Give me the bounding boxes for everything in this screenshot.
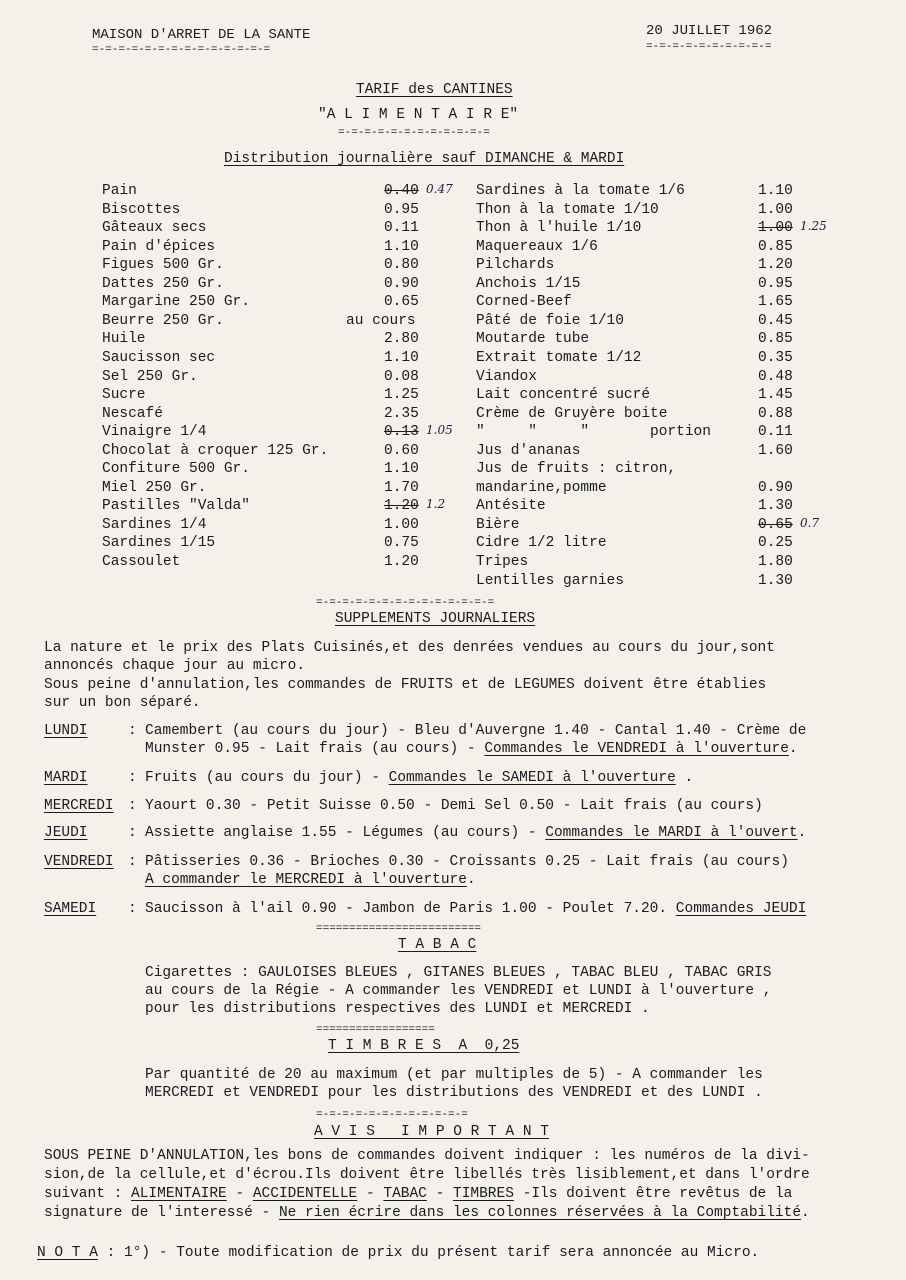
avis-line-3: [44, 1185, 792, 1203]
order-deadline: Commandes JEUDI: [675, 901, 807, 917]
item-price: 1.80: [758, 554, 793, 570]
avis-l3-start: suivant :: [44, 1186, 132, 1202]
item-price: 0.11: [758, 424, 793, 441]
supplements-title: SUPPLEMENTS JOURNALIERS: [335, 611, 536, 627]
item-price: 1.60: [758, 442, 793, 459]
avis-title: A V I S I M P O R T A N T: [314, 1124, 549, 1140]
item-price: 0.65: [384, 294, 419, 311]
item-name: Pâté de foie 1/10: [476, 312, 624, 329]
supplements-fruit-note: Sous peine d'annulation,les commandes de FRUITS et de LEGUMES doivent être établies sur un bon séparé.: [44, 677, 767, 711]
dash: -: [357, 1186, 384, 1202]
day-label: LUNDI: [44, 723, 88, 739]
item-price: 0.25: [758, 535, 793, 552]
keyword-tabac: TABAC: [383, 1186, 427, 1202]
item-price: 1.00: [384, 516, 419, 533]
keyword-accidentelle: ACCIDENTELLE: [252, 1186, 358, 1202]
day-items: [145, 824, 806, 842]
item-name: Dattes 250 Gr.: [102, 275, 224, 292]
item-price: 1.20: [384, 554, 419, 570]
order-deadline: Commandes le VENDREDI à l'ouverture: [484, 741, 789, 757]
supplements-rule: =-=-=-=-=-=-=-=-=-=-=-=-=-=: [316, 597, 495, 609]
order-tail: .: [466, 872, 476, 888]
item-price: 0.45: [758, 312, 793, 329]
item-name: Bière: [476, 516, 520, 533]
colon: :: [128, 825, 137, 841]
item-name: Huile: [102, 331, 146, 348]
institution-name: MAISON D'ARRET DE LA SANTE: [92, 27, 311, 43]
period: .: [801, 1205, 810, 1221]
title-rule: =-=-=-=-=-=-=-=-=-=-=-=: [338, 127, 490, 139]
item-name: Antésite: [476, 498, 546, 515]
item-price: 0.60: [384, 442, 419, 459]
item-price: 1.00: [758, 220, 793, 237]
item-name: Thon à l'huile 1/10: [476, 220, 642, 237]
nota-label: N O T A: [37, 1245, 98, 1261]
item-price: 0.85: [758, 331, 793, 348]
item-name: Figues 500 Gr.: [102, 257, 224, 274]
colon: :: [128, 901, 137, 917]
item-name: Nescafé: [102, 405, 163, 422]
tabac-rule: =========================: [316, 923, 482, 935]
item-name: Maquereaux 1/6: [476, 238, 598, 255]
avis-rule: =-=-=-=-=-=-=-=-=-=-=-=: [316, 1109, 468, 1121]
timbres-rule: ==================: [316, 1024, 435, 1036]
handwritten-price: 1.25: [800, 219, 827, 234]
item-price: 1.10: [384, 349, 419, 366]
item-price: 1.00: [758, 201, 793, 218]
item-name: Cidre 1/2 litre: [476, 535, 607, 552]
item-name: Viandox: [476, 368, 537, 385]
item-price: 0.40: [384, 183, 419, 199]
tabac-title: T A B A C: [398, 937, 477, 953]
avis-line-2: sion,de la cellule,et d'écrou.Ils doivent être libellés très lisiblement,et dans l'ordre: [44, 1167, 810, 1183]
day-text: Fruits (au cours du jour) -: [145, 770, 389, 786]
header-left-rule: =-=-=-=-=-=-=-=-=-=-=-=-=-=: [92, 44, 271, 56]
item-price: 0.75: [384, 535, 419, 552]
item-price: 2.80: [384, 331, 419, 348]
colon: :: [128, 723, 137, 739]
item-name: Chocolat à croquer 125 Gr.: [102, 442, 329, 459]
item-price: 0.88: [758, 405, 793, 422]
handwritten-price: 1.2: [426, 497, 446, 512]
item-name: Vinaigre 1/4: [102, 424, 207, 441]
item-price: 1.30: [758, 498, 793, 515]
day-text: Yaourt 0.30 - Petit Suisse 0.50 - Demi Sel 0.50 - Lait frais (au cours): [145, 798, 763, 814]
item-name: Pain: [102, 183, 137, 199]
day-items: [145, 722, 806, 740]
dash: -: [426, 1186, 453, 1202]
item-name: mandarine,pomme: [476, 479, 607, 496]
item-price: 1.20: [384, 498, 419, 515]
item-price: 0.13: [384, 424, 419, 441]
handwritten-price: 0.7: [800, 515, 820, 530]
supplements-intro: La nature et le prix des Plats Cuisinés,et des denrées vendues au cours du jour,sont annoncés chaque jour au micro.: [44, 640, 775, 674]
day-text-2: Munster 0.95 - Lait frais (au cours) -: [145, 741, 485, 757]
item-name: Moutarde tube: [476, 331, 590, 348]
day-label: SAMEDI: [44, 901, 97, 917]
day-items: [145, 853, 789, 871]
item-price: 0.11: [384, 220, 419, 237]
item-price: 1.25: [384, 387, 419, 404]
day-items-continued: [145, 871, 476, 889]
keyword-timbres: TIMBRES: [453, 1186, 514, 1202]
day-items-continued: [145, 740, 798, 758]
item-price: 0.48: [758, 368, 793, 385]
order-deadline: Commandes le MARDI à l'ouvert: [545, 825, 798, 841]
nota-text: : 1°) - Toute modification de prix du présent tarif sera annoncée au Micro.: [97, 1245, 760, 1261]
distribution-note: Distribution journalière sauf DIMANCHE & MARDI: [224, 151, 625, 167]
item-name: Sardines 1/4: [102, 516, 207, 533]
handwritten-price: 0.47: [426, 182, 453, 196]
item-name: Sel 250 Gr.: [102, 368, 198, 385]
day-text: Camembert (au cours du jour) - Bleu d'Auvergne 1.40 - Cantal 1.40 - Crème de: [145, 723, 807, 739]
timbres-text: Par quantité de 20 au maximum (et par multiples de 5) - A commander les MERCREDI et VENDREDI pour les distributions des VENDREDI et des LUNDI .: [145, 1067, 763, 1101]
header-right-rule: =-=-=-=-=-=-=-=-=-=: [646, 41, 772, 53]
item-name: Confiture 500 Gr.: [102, 461, 250, 478]
item-price: 0.95: [384, 201, 419, 218]
item-name: Miel 250 Gr.: [102, 479, 207, 496]
item-name: Sardines à la tomate 1/6: [476, 183, 685, 199]
nota-line: [37, 1244, 759, 1262]
handwritten-price: 1.05: [426, 423, 453, 438]
item-price: 1.10: [384, 461, 419, 478]
timbres-title: T I M B R E S A 0,25: [328, 1038, 520, 1054]
item-name: Lait concentré sucré: [476, 387, 651, 404]
item-name: Sucre: [102, 387, 146, 404]
item-name: " " " portion: [476, 424, 711, 441]
item-name: Cassoulet: [102, 554, 181, 570]
item-price: 1.10: [758, 183, 793, 199]
item-price: 1.30: [758, 572, 793, 589]
day-items: [145, 900, 806, 918]
item-name: Jus de fruits : citron,: [476, 461, 677, 478]
item-name: Crème de Gruyère boite: [476, 405, 668, 422]
day-text: Saucisson à l'ail 0.90 - Jambon de Paris 1.00 - Poulet 7.20.: [145, 901, 676, 917]
item-name: Pastilles "Valda": [102, 498, 250, 515]
avis-l3-end: -Ils doivent être revêtus de la: [513, 1186, 793, 1202]
avis-l4-start: signature de l'interessé -: [44, 1205, 279, 1221]
day-items: [145, 769, 693, 787]
item-name: Beurre 250 Gr.: [102, 312, 224, 329]
item-price: au cours: [346, 312, 416, 329]
document-date: 20 JUILLET 1962: [646, 23, 773, 39]
order-deadline: A commander le MERCREDI à l'ouverture: [145, 872, 467, 888]
item-price: 0.85: [758, 238, 793, 255]
item-name: Extrait tomate 1/12: [476, 349, 642, 366]
item-price: 0.08: [384, 368, 419, 385]
dash: -: [226, 1186, 253, 1202]
day-label: JEUDI: [44, 825, 88, 841]
item-price: 1.70: [384, 479, 419, 496]
item-name: Gâteaux secs: [102, 220, 207, 237]
item-name: Anchois 1/15: [476, 275, 581, 292]
order-tail: .: [675, 770, 694, 786]
item-price: 1.10: [384, 238, 419, 255]
item-name: Margarine 250 Gr.: [102, 294, 250, 311]
item-name: Tripes: [476, 554, 529, 570]
tariff-title: TARIF des CANTINES: [356, 82, 513, 98]
item-name: Pilchards: [476, 257, 555, 274]
day-label: MERCREDI: [44, 798, 114, 814]
order-tail: .: [797, 825, 807, 841]
day-items: [145, 797, 763, 815]
tabac-text: Cigarettes : GAULOISES BLEUES , GITANES BLEUES , TABAC BLEU , TABAC GRIS au cours de la Régie - A commander les VENDREDI et LUNDI à l'ouverture , pour les distributions respectives des LUNDI et MERCREDI .: [145, 965, 772, 1017]
item-name: Saucisson sec: [102, 349, 216, 366]
item-price: 1.65: [758, 294, 793, 311]
item-name: Sardines 1/15: [102, 535, 216, 552]
item-name: Thon à la tomate 1/10: [476, 201, 659, 218]
avis-warning: Ne rien écrire dans les colonnes réservées à la Comptabilité: [278, 1205, 802, 1221]
item-price: 2.35: [384, 405, 419, 422]
order-deadline: Commandes le SAMEDI à l'ouverture: [388, 770, 676, 786]
day-text: Assiette anglaise 1.55 - Légumes (au cours) -: [145, 825, 546, 841]
avis-line-1: SOUS PEINE D'ANNULATION,les bons de commandes doivent indiquer : les numéros de la divi-: [44, 1148, 810, 1164]
keyword-alimentaire: ALIMENTAIRE: [131, 1186, 227, 1202]
order-tail: .: [788, 741, 798, 757]
item-price: 0.90: [758, 479, 793, 496]
avis-line-4: [44, 1204, 810, 1222]
day-label: MARDI: [44, 770, 88, 786]
day-text: Pâtisseries 0.36 - Brioches 0.30 - Croissants 0.25 - Lait frais (au cours): [145, 854, 789, 870]
item-price: 0.95: [758, 275, 793, 292]
item-name: Corned-Beef: [476, 294, 572, 311]
colon: :: [128, 798, 137, 814]
item-price: 0.90: [384, 275, 419, 292]
item-price: 0.65: [758, 516, 793, 533]
day-label: VENDREDI: [44, 854, 114, 870]
item-price: 1.45: [758, 387, 793, 404]
item-name: Biscottes: [102, 201, 181, 218]
item-name: Jus d'ananas: [476, 442, 581, 459]
item-name: Lentilles garnies: [476, 572, 624, 589]
item-name: Pain d'épices: [102, 238, 216, 255]
item-price: 1.20: [758, 257, 793, 274]
item-price: 0.35: [758, 349, 793, 366]
colon: :: [128, 854, 137, 870]
category-title: "A L I M E N T A I R E": [318, 107, 519, 123]
item-price: 0.80: [384, 257, 419, 274]
colon: :: [128, 770, 137, 786]
